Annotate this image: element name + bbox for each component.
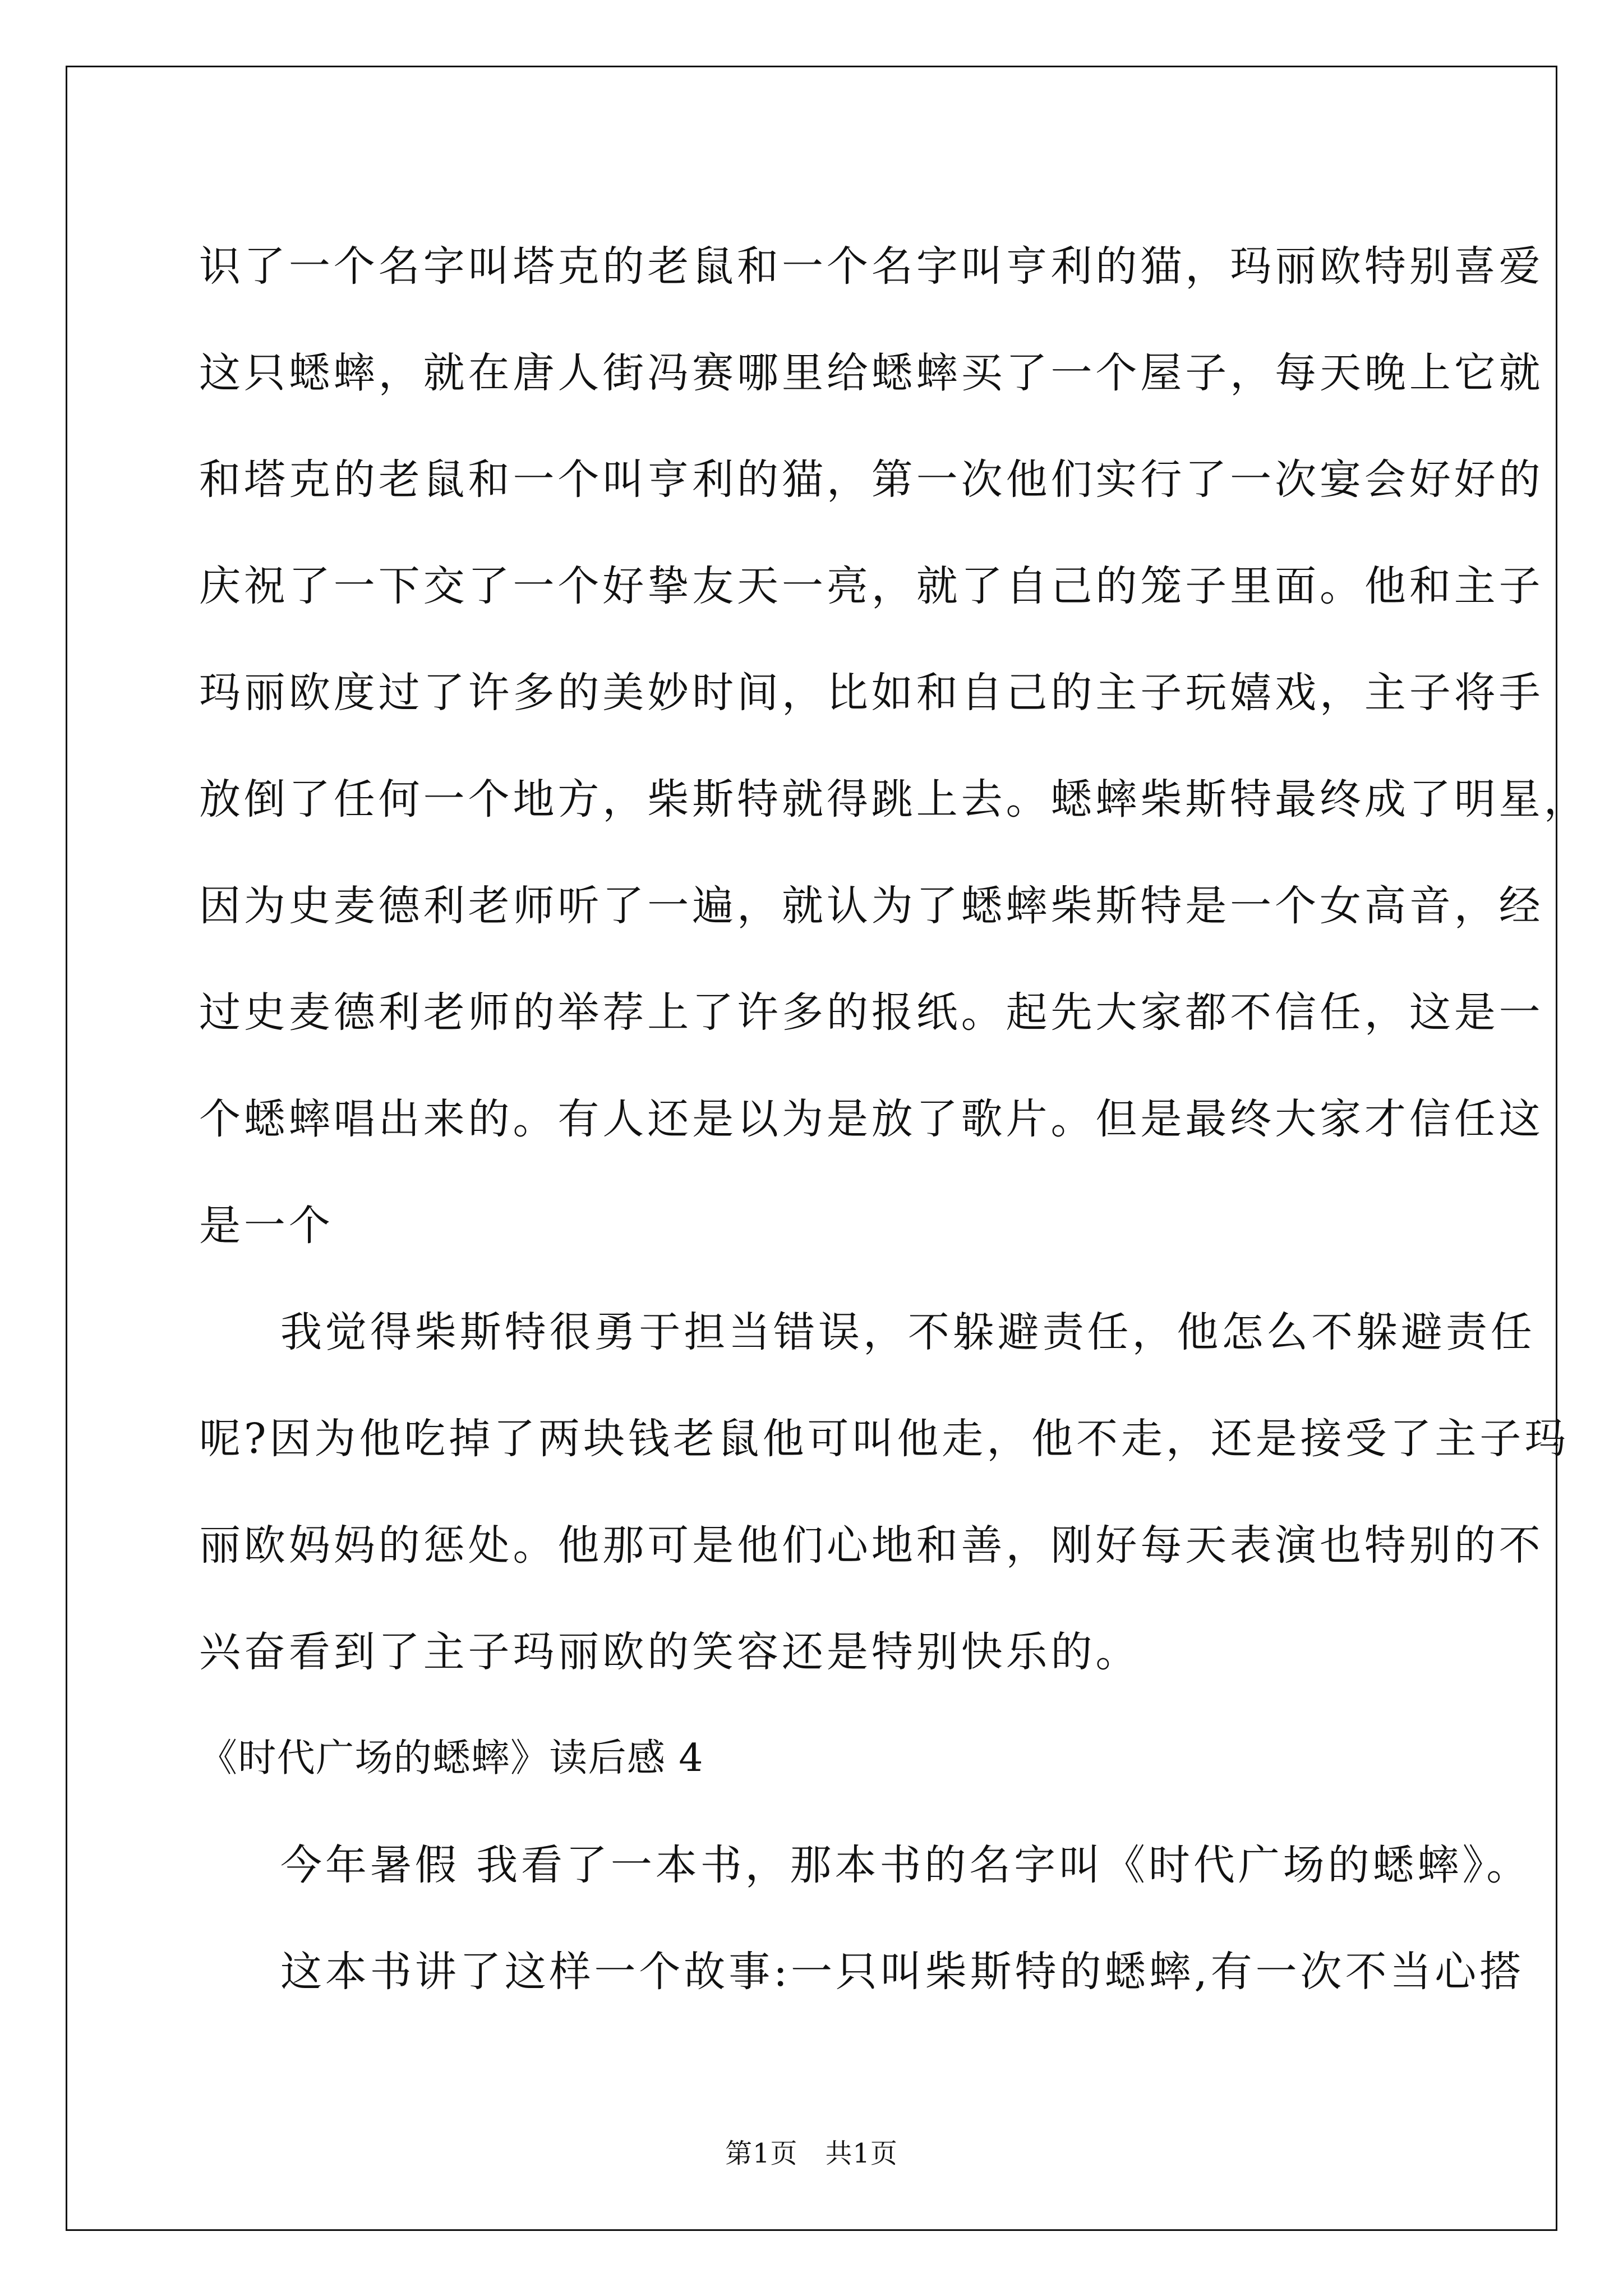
text-line: 庆祝了一下交了一个好挚友天一亮，就了自己的笼子里面。他和主子 — [199, 562, 1544, 610]
text-line: 呢?因为他吃掉了两块钱老鼠他可叫他走，他不走，还是接受了主子玛 — [199, 1415, 1570, 1463]
text-line: 这只蟋蟀，就在唐人街冯赛哪里给蟋蟀买了一个屋子，每天晚上它就 — [199, 349, 1544, 397]
text-line: 兴奋看到了主子玛丽欧的笑容还是特别快乐的。 — [199, 1628, 1141, 1676]
text-line: 和塔克的老鼠和一个叫亨利的猫，第一次他们实行了一次宴会好好的 — [199, 455, 1544, 504]
text-line: 放倒了任何一个地方，柴斯特就得跳上去。蟋蟀柴斯特最终成了明星， — [199, 775, 1589, 823]
text-line: 这本书讲了这样一个故事:一只叫柴斯特的蟋蟀,有一次不当心搭 — [280, 1948, 1525, 1996]
document-body — [199, 213, 1589, 2025]
text-line: 个蟋蟀唱出来的。有人还是以为是放了歌片。但是最终大家才信任这 — [199, 1095, 1544, 1143]
section-title: 《时代广场的蟋蟀》读后感 4 — [199, 1736, 704, 1780]
text-line: 我觉得柴斯特很勇于担当错误，不躲避责任，他怎么不躲避责任 — [280, 1308, 1536, 1356]
text-line: 丽欧妈妈的惩处。他那可是他们心地和善，刚好每天表演也特别的不 — [199, 1521, 1544, 1570]
text-line: 因为史麦德利老师听了一遍，就认为了蟋蟀柴斯特是一个女高音，经 — [199, 882, 1544, 930]
text-line: 识了一个名字叫塔克的老鼠和一个名字叫亨利的猫，玛丽欧特别喜爱 — [199, 242, 1544, 291]
text-line: 玛丽欧度过了许多的美妙时间，比如和自己的主子玩嬉戏，主子将手 — [199, 669, 1544, 717]
page-footer: 第1页 共1页 — [725, 2138, 898, 2169]
text-line: 今年暑假 我看了一本书，那本书的名字叫《时代广场的蟋蟀》。 — [280, 1841, 1532, 1889]
text-line: 是一个 — [199, 1202, 334, 1250]
text-line: 过史麦德利老师的举荐上了许多的报纸。起先大家都不信任，这是一 — [199, 988, 1544, 1037]
